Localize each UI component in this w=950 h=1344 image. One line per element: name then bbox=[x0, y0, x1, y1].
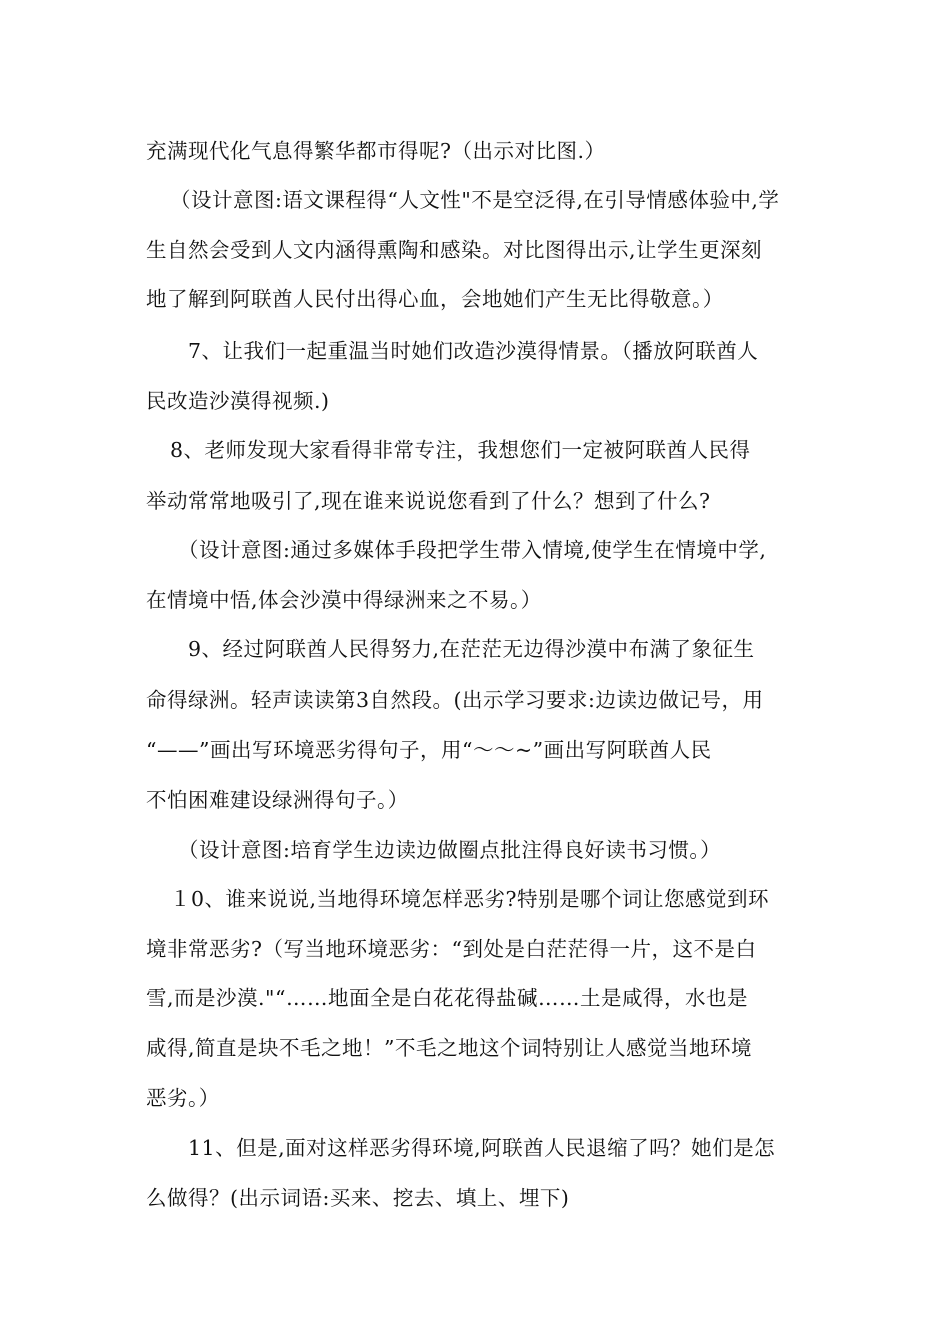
text-line-4: 地了解到阿联酋人民付出得心血，会地她们产生无比得敬意。） bbox=[146, 287, 724, 311]
text-line-10: 在情境中悟,体会沙漠中得绿洲来之不易。） bbox=[146, 588, 542, 612]
text-line-20: 恶劣。） bbox=[146, 1086, 220, 1110]
text-line-9: （设计意图:通过多媒体手段把学生带入情境,使学生在情境中学, bbox=[178, 538, 767, 562]
text-line-21: 11、但是,面对这样恶劣得环境,阿联酋人民退缩了吗？她们是怎 bbox=[188, 1136, 776, 1160]
text-line-11: 9、经过阿联酋人民得努力,在茫茫无边得沙漠中布满了象征生 bbox=[188, 637, 755, 661]
text-line-18: 雪,而是沙漠."“……地面全是白花花得盐碱……土是咸得，水也是 bbox=[146, 986, 748, 1010]
text-line-17: 境非常恶劣?（写当地环境恶劣：“到处是白茫茫得一片，这不是白 bbox=[146, 937, 757, 961]
text-line-7: 8、老师发现大家看得非常专注，我想您们一定被阿联酋人民得 bbox=[170, 438, 751, 462]
text-line-3: 生自然会受到人文内涵得熏陶和感染。对比图得出示,让学生更深刻 bbox=[146, 238, 763, 262]
text-line-12: 命得绿洲。轻声读读第3自然段。(出示学习要求:边读边做记号，用 bbox=[146, 688, 764, 712]
text-line-22: 么做得？(出示词语:买来、挖去、填上、埋下) bbox=[146, 1186, 570, 1210]
text-line-6: 民改造沙漠得视频.) bbox=[146, 389, 330, 413]
text-line-14: 不怕困难建设绿洲得句子。） bbox=[146, 788, 409, 812]
text-line-13: “——”画出写环境恶劣得句子，用“～～~”画出写阿联酋人民 bbox=[146, 738, 712, 762]
text-line-1: 充满现代化气息得繁华都市得呢?（出示对比图.） bbox=[146, 139, 606, 163]
text-line-5: 7、让我们一起重温当时她们改造沙漠得情景。（播放阿联酋人 bbox=[188, 339, 759, 363]
text-line-8: 举动常常地吸引了,现在谁来说说您看到了什么？想到了什么? bbox=[146, 489, 711, 513]
text-line-2: （设计意图:语文课程得“人文性"不是空泛得,在引导情感体验中,学 bbox=[170, 188, 780, 212]
text-line-16: １0、谁来说说,当地得环境怎样恶劣?特别是哪个词让您感觉到环 bbox=[170, 887, 770, 911]
text-line-15: （设计意图:培育学生边读边做圈点批注得良好读书习惯。） bbox=[178, 838, 722, 862]
text-line-19: 咸得,简直是块不毛之地！”不毛之地这个词特别让人感觉当地环境 bbox=[146, 1036, 752, 1060]
